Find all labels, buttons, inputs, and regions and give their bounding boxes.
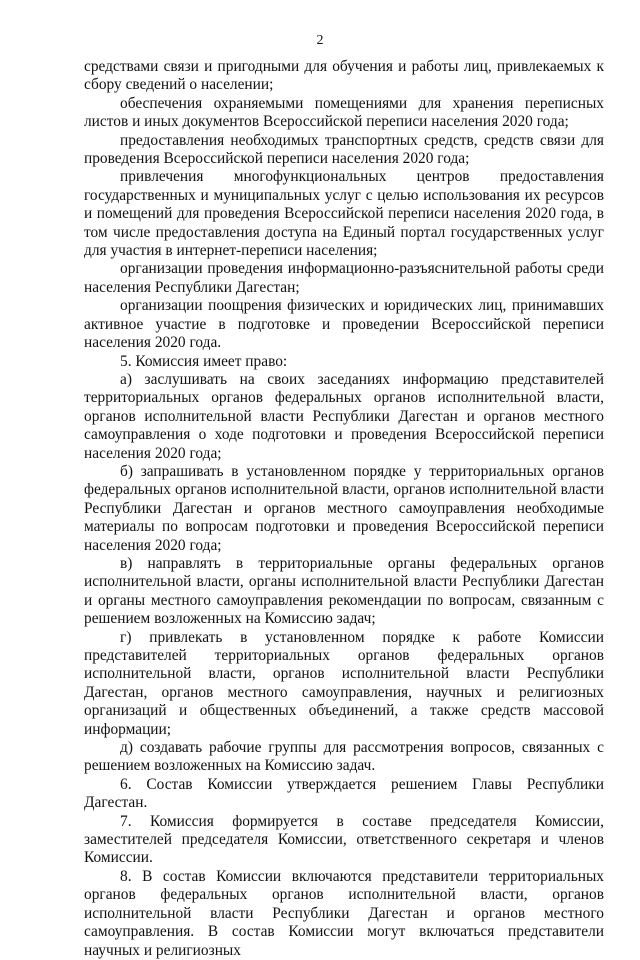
paragraph-information-work: организации проведения информационно-разъяснительной работы среди населения Республики Дагестан; bbox=[84, 260, 604, 296]
paragraph-item-7: 7. Комиссия формируется в составе председателя Комиссии, заместителей председателя Комиссии, ответственного секретаря и членов Комиссии. bbox=[84, 812, 604, 867]
paragraph-mfc: привлечения многофункциональных центров предоставления государственных и муниципальных услуг с целью использования их ресурсов и помещений для проведения Всероссийской переписи населения 2020 года, в том числе предоставления доступа на Единый портал государственных услуг для участия в интернет-переписи населения; bbox=[84, 168, 604, 260]
paragraph-right-d: д) создавать рабочие группы для рассмотрения вопросов, связанных с решением возложенных на Комиссию задач. bbox=[84, 739, 604, 775]
paragraph-right-b: б) запрашивать в установленном порядке у территориальных органов федеральных органов исполнительной власти, органов исполнительной власти Республики Дагестан и органов местного самоуправления необходимые материалы по вопросам подготовки и проведения Всероссийской переписи населения 2020 года; bbox=[84, 462, 604, 554]
document-body bbox=[84, 58, 604, 960]
paragraph-right-a: а) заслушивать на своих заседаниях информацию представителей территориальных органов федеральных органов исполнительной власти, органов исполнительной власти Республики Дагестан и органов местного самоуправления о ходе подготовки и проведения Всероссийской переписи населения 2020 года; bbox=[84, 370, 604, 462]
paragraph-right-g: г) привлекать в установленном порядке к работе Комиссии представителей территориальных органов федеральных органов исполнительной власти, органов исполнительной власти Республики Дагестан, органов местного самоуправления, научных и религиозных организаций и общественных объединений, а также средств массовой информации; bbox=[84, 628, 604, 738]
paragraph-communication-means: средствами связи и пригодными для обучения и работы лиц, привлекаемых к сбору сведений о населении; bbox=[84, 58, 604, 94]
paragraph-encouragement: организации поощрения физических и юридических лиц, принимавших активное участие в подготовке и проведении Всероссийской переписи населения 2020 года. bbox=[84, 297, 604, 352]
paragraph-item-6: 6. Состав Комиссии утверждается решением Главы Республики Дагестан. bbox=[84, 775, 604, 812]
page-number: 2 bbox=[316, 33, 324, 48]
paragraph-item-8: 8. В состав Комиссии включаются представители территориальных органов федеральных органов исполнительной власти, органов исполнительной власти Республики Дагестан и органов местного самоуправления. В состав Комиссии могут включаться представители научных и религиозных bbox=[84, 867, 604, 959]
paragraph-transport: предоставления необходимых транспортных средств, средств связи для проведения Всероссийской переписи населения 2020 года; bbox=[84, 131, 604, 168]
paragraph-secured-premises: обеспечения охраняемыми помещениями для хранения переписных листов и иных документов Всероссийской переписи населения 2020 года; bbox=[84, 94, 604, 131]
paragraph-item-5-rights: 5. Комиссия имеет право: bbox=[120, 352, 288, 370]
paragraph-right-v: в) направлять в территориальные органы федеральных органов исполнительной власти, органы исполнительной власти Республики Дагестан и органы местного самоуправления рекомендации по вопросам, связанным с решением возложенных на Комиссию задач; bbox=[84, 554, 604, 628]
